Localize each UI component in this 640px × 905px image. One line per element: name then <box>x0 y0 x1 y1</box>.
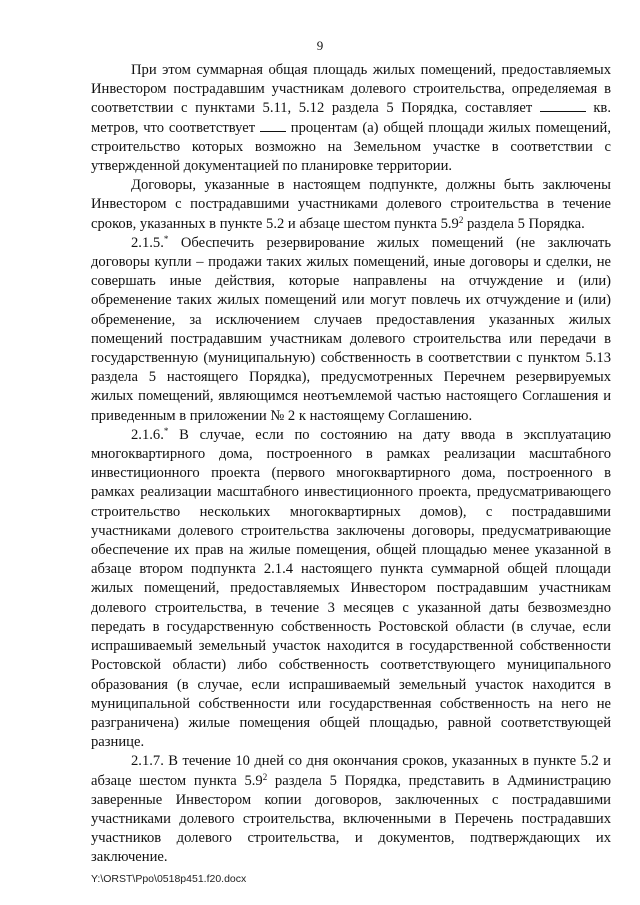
paragraph-1-part-2: кв. метров, что соответствует <box>91 100 611 136</box>
clause-2-1-7-text-before: В течение 10 дней со дня окончания сроков, указанных в пункте 5.2 и абзаце шестом пункта 5.9 <box>91 753 611 789</box>
clause-2-1-5-asterisk: * <box>163 233 169 244</box>
page-number: 9 <box>316 38 324 53</box>
paragraph-2-tail: раздела 5 Порядка. <box>463 215 585 232</box>
clause-2-1-6 <box>91 426 611 752</box>
footer-file-path: Y:\ORST\Ppo\0518p451.f20.docx <box>91 873 247 885</box>
clause-2-1-7-text-after: раздела 5 Порядка, представить в Администрацию заверенные Инвестором копии договоров, заключенных с пострадавшими участниками долевого строительства, включенными в Перечень пострадавших участников долевого строительства, и документов, подтверждающих их заключение. <box>91 772 611 866</box>
paragraph-area-summary <box>91 61 611 176</box>
clause-2-1-7-superscript: 2 <box>262 771 268 782</box>
paragraph-contracts <box>91 176 611 234</box>
blank-square-meters <box>540 99 586 112</box>
paragraph-2-text: Договоры, указанные в настоящем подпункте, должны быть заключены Инвестором с пострадавшими участниками долевого строительства в течение сроков, указанных в пункте 5.2 и абзаце шестом пункта 5.9 <box>91 177 611 232</box>
clause-2-1-5-number: 2.1.5. <box>131 234 164 251</box>
paragraph-2-superscript: 2 <box>458 214 464 225</box>
clause-2-1-6-text: В случае, если по состоянию на дату ввода в эксплуатацию многоквартирного дома, построенного в рамках реализации масштабного инвестиционного проекта (первого многоквартирного дома, построенного в рамках реализации масштабного инвестиционного проекта, предусматривающего строительство нескольких многоквартирных домов), с пострадавшими участниками долевого строительства заключены договоры, предусматривающие обеспечение их прав на жилые помещения, общей площадью менее указанной в абзаце втором подпункта 2.1.4 настоящего пункта суммарной общей площади жилых помещений, предоставляемых Инвестором пострадавшим участникам долевого строительства, в течение 3 месяцев с указанной даты безвозмездно передать в государственную собственность Ростовской области (в случае, если испрашиваемый земельный участок находится в государственной собственности Ростовской области) либо собственность соответствующего муниципального образования (в случае, если испрашиваемый земельный участок находится в муниципальной собственности или государственная собственность на него не разграничена) жилые помещения общей площадью, равной соответствующей разнице. <box>91 426 612 751</box>
paragraph-1-part-3: процентам (а) общей площади жилых помещений, строительство которых возможно на Земельном участке в соответствии с утвержденной документацией по планировке территории. <box>91 119 611 175</box>
clause-2-1-5 <box>91 234 611 426</box>
clause-2-1-5-text: Обеспечить резервирование жилых помещений (не заключать договоры купли – продажи таких жилых помещений, иные договоры и сделки, не совершать иные действия, которые направлены на отчуждение и (или) обременение таких жилых помещений или могут повлечь их отчуждение и (или) обременение, за исключением случаев предоставления указанных жилых помещений пострадавшим участникам долевого строительства или передачи в государственную (муниципальную) собственность в соответствии с пунктом 5.13 раздела 5 настоящего Порядка), предусмотренных Перечнем резервируемых жилых помещений, являющимся неотъемлемой частью настоящего Соглашения и приведенным в приложении № 2 к настоящему Соглашению. <box>91 234 611 424</box>
clause-2-1-7 <box>91 752 611 867</box>
clause-2-1-7-number: 2.1.7. <box>131 753 164 770</box>
document-body <box>91 61 611 868</box>
clause-2-1-6-number: 2.1.6. <box>131 426 164 443</box>
blank-percent <box>260 119 286 132</box>
clause-2-1-6-asterisk: * <box>163 425 169 436</box>
paragraph-1-part-1: При этом суммарная общая площадь жилых помещений, предоставляемых Инвестором пострадавшим участникам долевого строительства, определяемая в соответствии с пунктами 5.11, 5.12 раздела 5 Порядка, составляет <box>91 62 611 117</box>
